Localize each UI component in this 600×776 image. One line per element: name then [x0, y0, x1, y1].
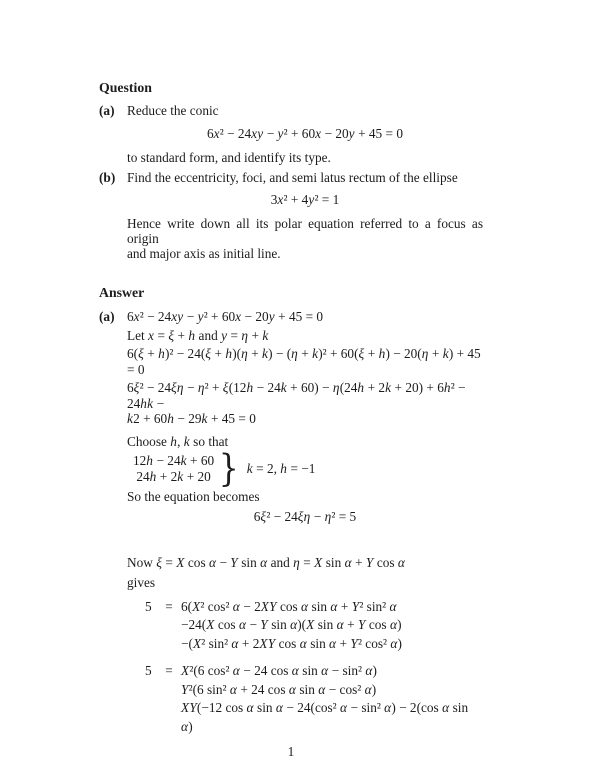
block1-rows [181, 598, 483, 654]
question-item-a [99, 103, 483, 165]
so-line: So the equation becomes [127, 488, 260, 504]
question-item-b [99, 170, 483, 261]
block2-row: XY(−12 cos α sin α − 24(cos² α − sin² α) − 2(cos α sin α) [181, 700, 469, 734]
question-a-intro: Reduce the conic [127, 103, 219, 118]
page-number: 1 [287, 744, 295, 759]
rotation-expansion-block [145, 598, 483, 654]
simultaneous-system [133, 447, 483, 490]
block1-row: 6(X² cos² α − 2XY cos α sin α + Y² sin² α [181, 598, 397, 614]
reduced-equation: 6ξ² − 24ξη − η² = 5 [253, 508, 357, 524]
block2-lhs: 5 [145, 663, 152, 678]
block2-row: Y²(6 sin² α + 24 cos α sin α − cos² α) [181, 681, 377, 697]
answer-item-a [99, 309, 483, 736]
item-a-label: (a) [99, 103, 115, 118]
choose-line: Choose h, k so that [127, 433, 229, 449]
answer-original-equation: 6x² − 24xy − y² + 60x − 20y + 45 = 0 [127, 309, 324, 324]
block1-lhs: 5 [145, 598, 152, 614]
collected-equation-line1: 6ξ² − 24ξη − η² + ξ(12h − 24k + 60) − η(24h + 2k + 20) + 6h² − 24hk − [127, 380, 466, 411]
question-a-equation: 6x² − 24xy − y² + 60x − 20y + 45 = 0 [206, 126, 404, 141]
grouped-terms-block [145, 662, 483, 736]
collected-equation-line2: k2 + 60h − 29k + 45 = 0 [127, 411, 256, 426]
right-curly-brace: } [218, 447, 239, 490]
block1-row: −24(X cos α − Y sin α)(X sin α + Y cos α) [181, 617, 402, 632]
collected-equation [127, 380, 483, 427]
answer-heading: Answer [99, 285, 145, 300]
question-b-outro-line2: and major axis as initial line. [127, 246, 281, 261]
answer-section [99, 285, 483, 736]
block1-equals: = [165, 598, 173, 614]
expanded-equation: 6(ξ + h)² − 24(ξ + h)(η + k) − (η + k)² + 60(ξ + h) − 20(η + k) + 45 = 0 [127, 346, 481, 377]
question-b-intro: Find the eccentricity, foci, and semi latus rectum of the ellipse [127, 170, 458, 185]
system-row2: 24h + 2k + 20 [136, 468, 211, 484]
rotation-substitution-line: Now ξ = X cos α − Y sin α and η = X sin α + Y cos α [127, 554, 406, 570]
block1-row: −(X² sin² α + 2XY cos α sin α + Y² cos² α) [181, 635, 402, 651]
gives-line: gives [127, 574, 156, 590]
question-section [99, 80, 483, 261]
block2-row: X²(6 cos² α − 24 cos α sin α − sin² α) [181, 663, 377, 678]
system-row1: 12h − 24k + 60 [133, 452, 215, 468]
question-b-equation: 3x² + 4y² = 1 [270, 192, 340, 207]
question-a-outro: to standard form, and identify its type. [127, 150, 331, 165]
system-stack [133, 453, 214, 485]
item-b-label: (b) [99, 170, 116, 185]
answer-a-label: (a) [99, 309, 115, 324]
block2-equals: = [165, 663, 173, 678]
substitution-line: Let x = ξ + h and y = η + k [127, 328, 269, 343]
question-heading: Question [99, 80, 152, 95]
question-b-outro-line1: Hence write down all its polar equation referred to a focus as origin [127, 216, 483, 246]
block2-rows [181, 662, 483, 736]
system-result: k = 2, h = −1 [246, 461, 316, 476]
